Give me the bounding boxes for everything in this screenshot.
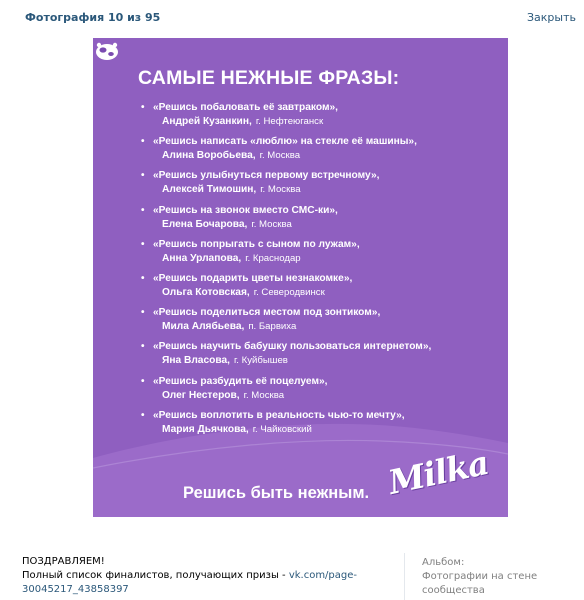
page-link[interactable]: vk.com/page- [288, 569, 358, 581]
description-body: Полный список финалистов, получающих призы - [22, 569, 289, 581]
phrase-author [162, 219, 292, 230]
author-name: Алина Воробьева, [162, 150, 256, 162]
author-name: Мария Дьячкова, [162, 423, 249, 435]
phrase-quote: «Решись попрыгать с сыном по лужам», [153, 238, 360, 250]
viewer-header [0, 0, 584, 36]
phrase-quote: «Решись воплотить в реальность чью-то мечту», [153, 409, 405, 421]
author-city: г. Чайковский [252, 423, 312, 435]
author-name: Елена Бочарова, [162, 218, 248, 230]
phrase-item [141, 134, 501, 168]
description-text [22, 569, 382, 583]
phrase-author [162, 390, 284, 401]
description-heading: ПОЗДРАВЛЯЕМ! [22, 556, 105, 567]
bullet: • [141, 170, 145, 182]
bullet: • [141, 409, 145, 421]
phrase-author [162, 150, 300, 161]
phrase-item [141, 305, 501, 339]
bullet: • [141, 341, 145, 353]
photo-counter: Фотография 10 из 95 [25, 11, 161, 24]
phrase-item [141, 237, 501, 271]
author-city: п. Барвиха [248, 321, 297, 333]
bullet: • [141, 238, 145, 250]
author-city: г. Москва [243, 389, 285, 401]
author-name: Анна Урлапова, [162, 252, 242, 264]
phrase-quote: «Решись разбудить её поцелуем», [153, 375, 328, 387]
bullet: • [141, 375, 145, 387]
author-name: Андрей Кузанкин, [162, 116, 252, 127]
phrase-quote: «Решись на звонок вместо СМС-ки», [153, 204, 338, 216]
photo-description [22, 555, 382, 596]
photo-image[interactable] [93, 38, 508, 517]
author-name: Алексей Тимошин, [162, 184, 257, 196]
author-name: Ольга Котовская, [162, 286, 250, 298]
close-link[interactable]: Закрыть [527, 11, 576, 24]
phrase-author [162, 287, 325, 298]
phrase-item [141, 168, 501, 202]
bullet: • [141, 136, 145, 148]
phrase-quote: «Решись подарить цветы незнакомке», [153, 272, 353, 284]
phrase-item [141, 203, 501, 237]
author-city: г. Куйбышев [233, 355, 288, 367]
author-city: г. Северодвинск [253, 286, 325, 298]
album-label: Альбом: [422, 557, 465, 568]
author-city: г. Нефтеюганск [255, 116, 324, 127]
phrase-item [141, 339, 501, 373]
description-link-line [22, 583, 382, 597]
phrase-item [141, 374, 501, 408]
bullet: • [141, 307, 145, 319]
author-city: г. Москва [260, 184, 301, 196]
page-link-continued[interactable]: 30045217_43858397 [22, 583, 129, 595]
milka-logo: Milka [384, 442, 492, 502]
phrase-quote: «Решись побаловать её завтраком», [153, 102, 339, 113]
phrase-author [162, 355, 288, 366]
phrase-author [162, 116, 323, 127]
author-city: г. Москва [251, 218, 292, 230]
phrase-quote: «Решись научить бабушку пользоваться интернетом», [153, 341, 432, 353]
phrase-item [141, 408, 501, 442]
author-name: Мила Алябьева, [162, 321, 245, 333]
bullet: • [141, 204, 145, 216]
phrase-author [162, 253, 301, 264]
album-name-line1[interactable]: Фотографии на стене [422, 570, 538, 582]
info-divider [404, 553, 405, 600]
author-city: г. Краснодар [245, 252, 301, 264]
phrase-quote: «Решись написать «люблю» на стекле её машины», [153, 136, 417, 148]
author-name: Олег Нестеров, [162, 389, 240, 401]
author-name: Яна Власова, [162, 355, 230, 367]
phrase-author [162, 184, 301, 195]
album-info [422, 556, 537, 597]
poster-title: САМЫЕ НЕЖНЫЕ ФРАЗЫ: [138, 67, 400, 89]
phrase-author [162, 321, 296, 332]
bullet: • [141, 272, 145, 284]
cow-icon [93, 38, 121, 62]
phrase-item [141, 100, 501, 134]
phrase-quote: «Решись поделиться местом под зонтиком», [153, 307, 381, 319]
phrase-item [141, 271, 501, 305]
author-city: г. Москва [259, 150, 301, 162]
phrase-quote: «Решись улыбнуться первому встречному», [153, 170, 380, 182]
poster-slogan: Решись быть нежным. [183, 484, 370, 502]
phrase-list [141, 100, 501, 442]
phrase-author [162, 424, 312, 435]
bullet: • [141, 102, 145, 113]
album-name-line2[interactable]: сообщества [422, 584, 485, 596]
